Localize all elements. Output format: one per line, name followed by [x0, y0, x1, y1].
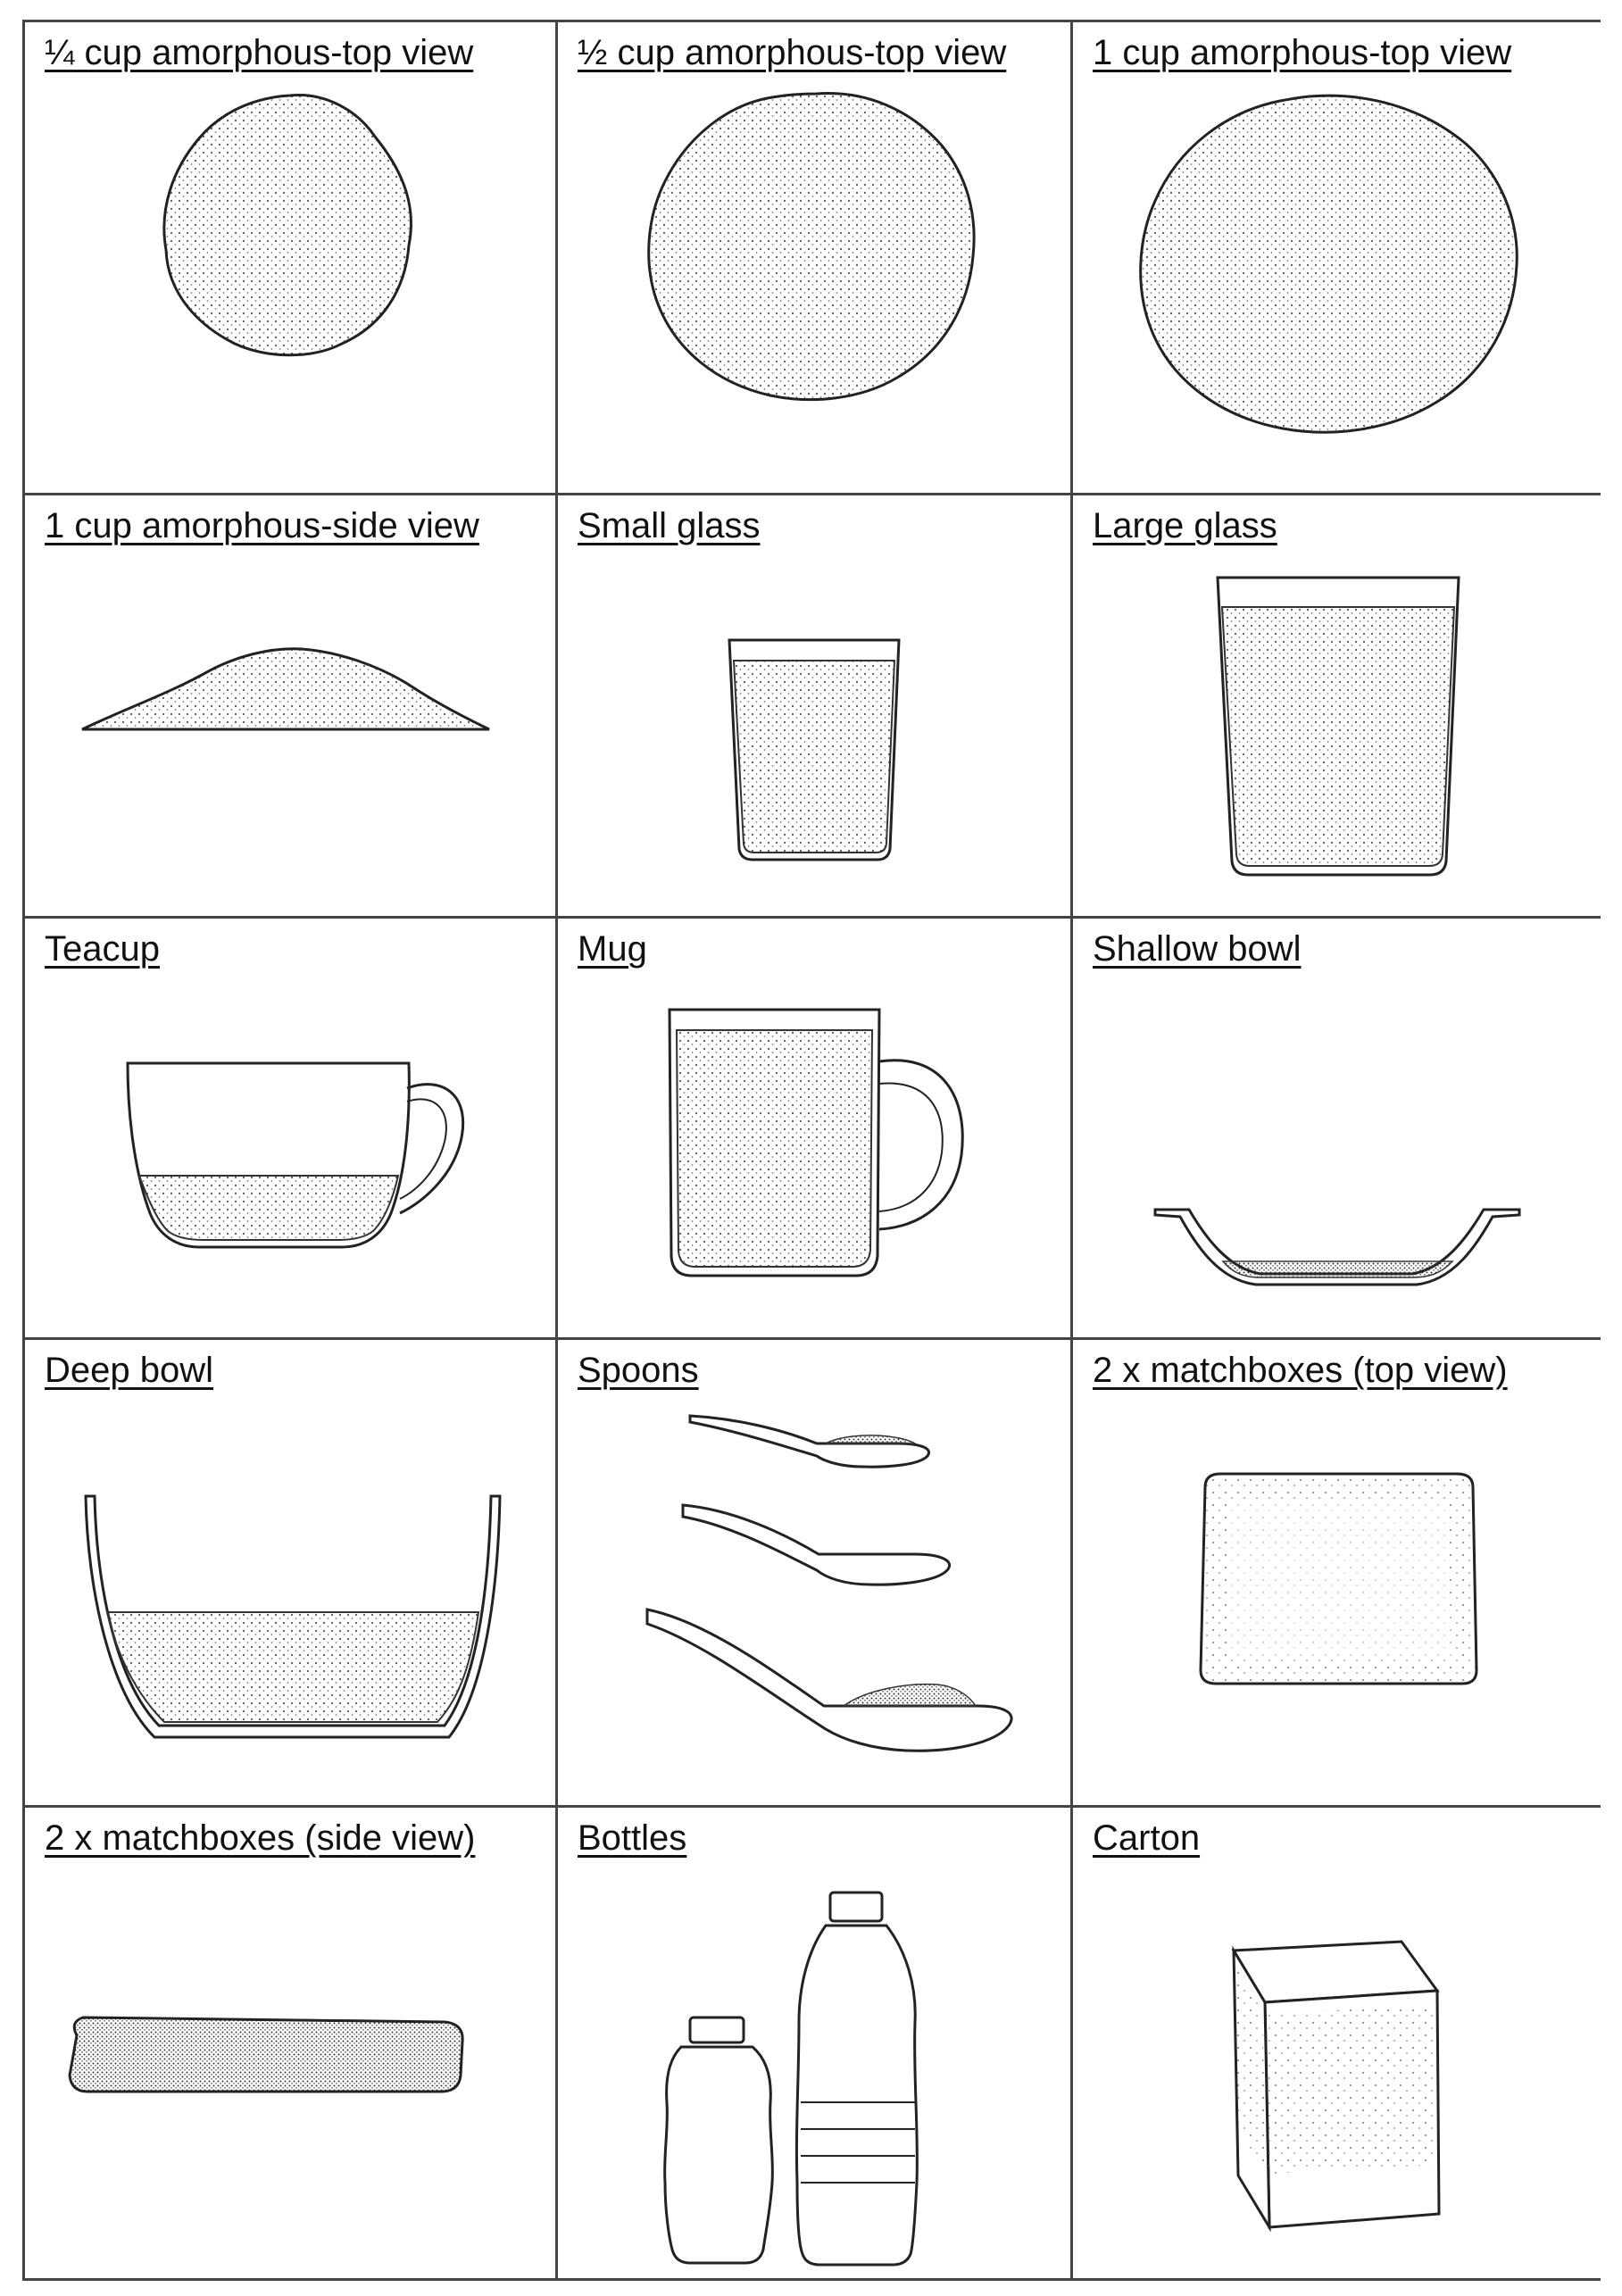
cell-label: Mug [578, 929, 647, 969]
cell-label: 2 x matchboxes (side view) [45, 1818, 476, 1858]
cell-spoons [558, 1340, 1070, 1805]
cell-deep-bowl [25, 1340, 555, 1805]
matchboxes-top-view-icon [1073, 1340, 1601, 1805]
cell-label: Shallow bowl [1093, 929, 1302, 969]
cell-matchboxes-top-view [1073, 1340, 1601, 1805]
shallow-bowl-icon [1073, 919, 1601, 1337]
grid-line-bottom [22, 2278, 1601, 2281]
cell-label: Small glass [578, 506, 761, 545]
cell-label: 2 x matchboxes (top view) [1093, 1351, 1508, 1390]
quarter-cup-top-view-icon [25, 22, 555, 493]
cell-one-cup-top-view [1073, 22, 1601, 493]
cell-label: Large glass [1093, 506, 1277, 545]
small-glass-icon [558, 495, 1070, 916]
cell-label: ¼ cup amorphous-top view [45, 33, 474, 72]
cell-matchboxes-side-view [25, 1808, 555, 2278]
cell-label: Bottles [578, 1818, 687, 1858]
cell-half-cup-top-view [558, 22, 1070, 493]
cell-label: 1 cup amorphous-side view [45, 506, 479, 545]
cell-one-cup-side-view [25, 495, 555, 916]
cell-label: Carton [1093, 1818, 1201, 1858]
matchboxes-side-view-icon [25, 1808, 555, 2278]
one-cup-side-view-icon [25, 495, 555, 916]
cell-quarter-cup-top-view [25, 22, 555, 493]
bottles-icon [558, 1808, 1070, 2278]
teacup-icon [25, 919, 555, 1337]
cell-label: Spoons [578, 1351, 699, 1390]
cell-label: Deep bowl [45, 1351, 214, 1390]
cell-mug [558, 919, 1070, 1337]
cell-shallow-bowl [1073, 919, 1601, 1337]
cell-carton [1073, 1808, 1601, 2278]
carton-icon [1073, 1808, 1601, 2278]
cell-teacup [25, 919, 555, 1337]
cell-label: Teacup [45, 929, 160, 969]
cell-large-glass [1073, 495, 1601, 916]
cell-bottles [558, 1808, 1070, 2278]
large-glass-icon [1073, 495, 1601, 916]
cell-label: 1 cup amorphous-top view [1093, 33, 1512, 72]
cell-label: ½ cup amorphous-top view [578, 33, 1007, 72]
half-cup-top-view-icon [558, 22, 1070, 493]
mug-icon [558, 919, 1070, 1337]
one-cup-top-view-icon [1073, 22, 1601, 493]
cell-small-glass [558, 495, 1070, 916]
deep-bowl-icon [25, 1340, 555, 1805]
spoons-icon [558, 1340, 1070, 1805]
